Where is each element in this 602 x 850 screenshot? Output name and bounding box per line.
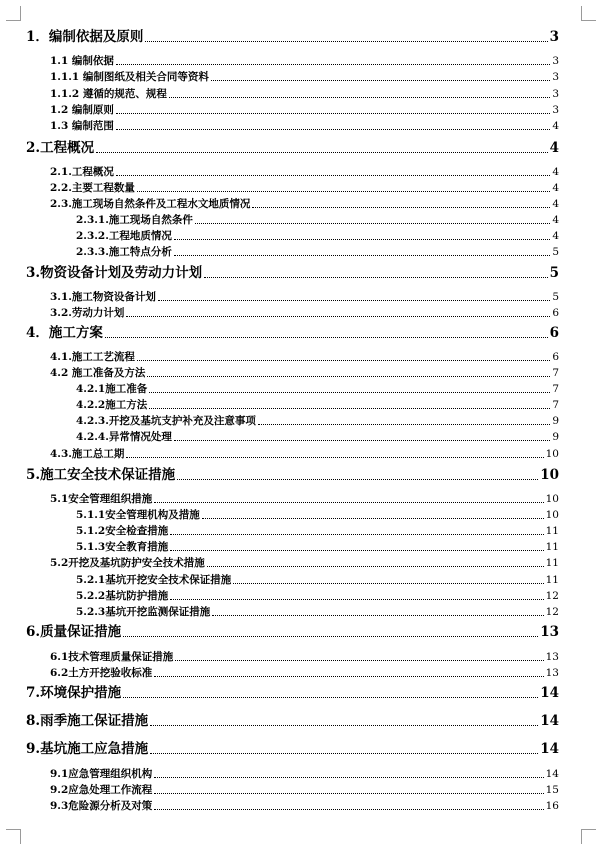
dot-leader — [174, 440, 550, 441]
toc-entry-page-number: 3 — [552, 104, 559, 116]
dot-leader — [212, 615, 543, 616]
toc-entry[interactable] — [76, 542, 559, 554]
toc-entry-title: 4.2.4.异常情况处理 — [76, 431, 172, 443]
toc-entry-title: 3.1.施工物资设备计划 — [50, 291, 156, 303]
toc-entry-page-number: 11 — [545, 557, 559, 569]
dot-leader — [174, 239, 550, 240]
dot-leader — [207, 566, 544, 567]
toc-entry-title: 4.2.2施工方法 — [76, 399, 148, 411]
toc-entry-page-number: 13 — [545, 667, 559, 679]
dot-leader — [116, 129, 550, 130]
toc-entry-title: 3.物资设备计划及劳动力计划 — [26, 265, 203, 281]
toc-entry-page-number: 11 — [545, 525, 559, 537]
dot-leader — [116, 113, 550, 114]
toc-entry-title: 8.雨季施工保证措施 — [26, 713, 149, 729]
toc-entry-page-number: 3 — [552, 88, 559, 100]
dot-leader — [150, 725, 538, 726]
dot-leader — [116, 64, 550, 65]
toc-entry-title: 5.2开挖及基坑防护安全技术措施 — [50, 557, 205, 569]
toc-entry-page-number: 6 — [552, 307, 559, 319]
toc-entry-page-number: 6 — [549, 325, 559, 341]
toc-entry[interactable] — [76, 510, 559, 522]
toc-entry-title: 4.3.施工总工期 — [50, 448, 125, 460]
dot-leader — [154, 809, 543, 810]
toc-entry[interactable] — [50, 199, 559, 211]
toc-entry[interactable] — [50, 352, 559, 364]
toc-entry-title: 2.工程概况 — [26, 140, 95, 156]
toc-entry[interactable] — [50, 72, 559, 84]
dot-leader — [96, 152, 548, 153]
toc-entry[interactable] — [50, 769, 559, 781]
toc-entry-title: 4.2 施工准备及方法 — [50, 367, 146, 379]
dot-leader — [137, 191, 550, 192]
toc-entry-page-number: 3 — [549, 29, 559, 45]
toc-entry-title: 5.2.3基坑开挖监测保证措施 — [76, 606, 211, 618]
toc-entry[interactable] — [76, 591, 559, 603]
dot-leader — [149, 392, 550, 393]
toc-entry[interactable] — [50, 292, 559, 304]
dot-leader — [202, 518, 544, 519]
toc-entry-page-number: 14 — [540, 685, 559, 701]
page-corner-mark — [6, 6, 21, 21]
toc-entry-title: 2.3.2.工程地质情况 — [76, 230, 172, 242]
toc-entry-page-number: 7 — [552, 367, 559, 379]
page-corner-mark — [581, 6, 596, 21]
toc-entry[interactable] — [50, 56, 559, 68]
toc-entry-title: 3.2.劳动力计划 — [50, 307, 125, 319]
toc-entry[interactable] — [76, 400, 559, 412]
toc-entry-title: 5.1安全管理组织措施 — [50, 493, 153, 505]
toc-entry[interactable] — [26, 141, 559, 156]
toc-entry-title: 4.2.3.开挖及基坑支护补充及注意事项 — [76, 415, 256, 427]
toc-entry-title: 6.质量保证措施 — [26, 624, 122, 640]
page-corner-mark — [581, 829, 596, 844]
toc-entry-page-number: 10 — [545, 448, 559, 460]
toc-entry[interactable] — [50, 449, 559, 461]
toc-entry-title: 6.1技术管理质量保证措施 — [50, 651, 174, 663]
toc-entry[interactable] — [50, 89, 559, 101]
dot-leader — [149, 408, 550, 409]
dot-leader — [154, 793, 543, 794]
toc-entry-page-number: 4 — [552, 214, 559, 226]
toc-entry-page-number: 4 — [552, 230, 559, 242]
toc-entry-page-number: 10 — [545, 493, 559, 505]
toc-entry-title: 7.环境保护措施 — [26, 685, 122, 701]
toc-entry-title: 5.2.2基坑防护措施 — [76, 590, 169, 602]
toc-entry-page-number: 14 — [545, 768, 559, 780]
toc-entry-title: 9.3危险源分析及对策 — [50, 800, 153, 812]
toc-entry[interactable] — [76, 247, 559, 259]
toc-entry-title: 1.3 编制范围 — [50, 120, 114, 132]
dot-leader — [123, 636, 538, 637]
dot-leader — [170, 550, 543, 551]
dot-leader — [126, 457, 543, 458]
toc-entry[interactable] — [50, 121, 559, 133]
toc-entry-page-number: 4 — [552, 198, 559, 210]
toc-entry[interactable] — [76, 575, 559, 587]
toc-entry[interactable] — [26, 625, 559, 640]
toc-entry-title: 6.2土方开挖验收标准 — [50, 667, 153, 679]
dot-leader — [116, 175, 550, 176]
toc-entry[interactable] — [50, 308, 559, 320]
toc-entry[interactable] — [50, 652, 559, 664]
toc-entry-page-number: 12 — [545, 590, 559, 602]
toc-entry-page-number: 4 — [552, 182, 559, 194]
toc-entry-page-number: 9 — [552, 431, 559, 443]
dot-leader — [150, 753, 538, 754]
toc-entry[interactable] — [50, 801, 559, 813]
toc-entry-title: 9.1应急管理组织机构 — [50, 768, 153, 780]
toc-entry[interactable] — [26, 30, 559, 45]
toc-entry-title: 1.1.1 编制图纸及相关合同等资料 — [50, 71, 209, 83]
toc-entry-title: 5.1.2安全检查措施 — [76, 525, 169, 537]
toc-entry-page-number: 6 — [552, 351, 559, 363]
toc-entry-page-number: 5 — [549, 265, 559, 281]
toc-entry[interactable] — [76, 526, 559, 538]
dot-leader — [126, 316, 550, 317]
toc-entry-title: 2.2.主要工程数量 — [50, 182, 135, 194]
dot-leader — [123, 697, 538, 698]
toc-entry-page-number: 11 — [545, 541, 559, 553]
dot-leader — [158, 300, 550, 301]
dot-leader — [175, 660, 543, 661]
toc-entry[interactable] — [26, 468, 559, 483]
toc-entry[interactable] — [76, 231, 559, 243]
dot-leader — [233, 583, 543, 584]
toc-entry[interactable] — [50, 183, 559, 195]
toc-entry-title: 1.1.2 遵循的规范、规程 — [50, 88, 167, 100]
dot-leader — [174, 255, 550, 256]
toc-entry-page-number: 12 — [545, 606, 559, 618]
toc-entry-title: 2.3.1.施工现场自然条件 — [76, 214, 193, 226]
dot-leader — [170, 534, 543, 535]
toc-entry-title: 5.1.3安全教育措施 — [76, 541, 169, 553]
toc-entry-page-number: 7 — [552, 383, 559, 395]
toc-entry-title: 9.基坑施工应急措施 — [26, 741, 149, 757]
dot-leader — [170, 599, 543, 600]
dot-leader — [211, 80, 550, 81]
toc-entry-title: 5.施工安全技术保证措施 — [26, 467, 176, 483]
toc-entry-title: 1．编制依据及原则 — [26, 29, 144, 45]
toc-entry-page-number: 4 — [552, 166, 559, 178]
toc-entry[interactable] — [50, 494, 559, 506]
toc-entry[interactable] — [50, 785, 559, 797]
toc-entry[interactable] — [26, 326, 559, 341]
toc-entry-title: 2.1.工程概况 — [50, 166, 114, 178]
dot-leader — [145, 41, 547, 42]
toc-entry[interactable] — [26, 686, 559, 701]
dot-leader — [154, 676, 543, 677]
toc-entry-title: 1.1 编制依据 — [50, 55, 114, 67]
dot-leader — [252, 207, 550, 208]
toc-entry[interactable] — [76, 384, 559, 396]
toc-entry[interactable] — [76, 215, 559, 227]
toc-entry-page-number: 7 — [552, 399, 559, 411]
toc-entry-title: 4．施工方案 — [26, 325, 103, 341]
toc-entry[interactable] — [76, 416, 559, 428]
toc-entry[interactable] — [50, 668, 559, 680]
toc-entry-page-number: 11 — [545, 574, 559, 586]
toc-entry[interactable] — [26, 742, 559, 757]
toc-entry[interactable] — [50, 558, 559, 570]
toc-entry-page-number: 5 — [552, 291, 559, 303]
toc-entry-title: 2.3.3.施工特点分析 — [76, 246, 172, 258]
toc-entry-page-number: 4 — [549, 140, 559, 156]
toc-entry-page-number: 14 — [540, 713, 559, 729]
dot-leader — [177, 479, 538, 480]
toc-entry-page-number: 9 — [552, 415, 559, 427]
toc-entry-title: 9.2应急处理工作流程 — [50, 784, 153, 796]
toc-entry[interactable] — [50, 167, 559, 179]
toc-entry-page-number: 10 — [540, 467, 559, 483]
dot-leader — [105, 337, 548, 338]
toc-entry-title: 1.2 编制原则 — [50, 104, 114, 116]
toc-entry-title: 4.1.施工工艺流程 — [50, 351, 135, 363]
dot-leader — [137, 360, 550, 361]
toc-entry-page-number: 14 — [540, 741, 559, 757]
toc-entry-title: 4.2.1施工准备 — [76, 383, 148, 395]
toc-entry-title: 2.3.施工现场自然条件及工程水文地质情况 — [50, 198, 251, 210]
dot-leader — [147, 376, 550, 377]
toc-entry-title: 5.2.1基坑开挖安全技术保证措施 — [76, 574, 232, 586]
toc-entry-page-number: 5 — [552, 246, 559, 258]
toc-entry-page-number: 13 — [540, 624, 559, 640]
dot-leader — [195, 223, 550, 224]
toc-entry-page-number: 10 — [545, 509, 559, 521]
dot-leader — [154, 502, 543, 503]
toc-entry-page-number: 15 — [545, 784, 559, 796]
toc-entry-title: 5.1.1安全管理机构及措施 — [76, 509, 200, 521]
dot-leader — [258, 424, 550, 425]
toc-entry[interactable] — [26, 714, 559, 729]
toc-entry[interactable] — [76, 432, 559, 444]
page-corner-mark — [6, 829, 21, 844]
dot-leader — [154, 777, 543, 778]
dot-leader — [204, 277, 548, 278]
toc-entry[interactable] — [50, 368, 559, 380]
dot-leader — [169, 97, 550, 98]
toc-entry-page-number: 4 — [552, 120, 559, 132]
toc-entry[interactable] — [26, 266, 559, 281]
toc-entry-page-number: 3 — [552, 71, 559, 83]
toc-entry-page-number: 3 — [552, 55, 559, 67]
toc-entry[interactable] — [76, 607, 559, 619]
toc-entry-page-number: 13 — [545, 651, 559, 663]
toc-entry[interactable] — [50, 105, 559, 117]
toc-entry-page-number: 16 — [545, 800, 559, 812]
